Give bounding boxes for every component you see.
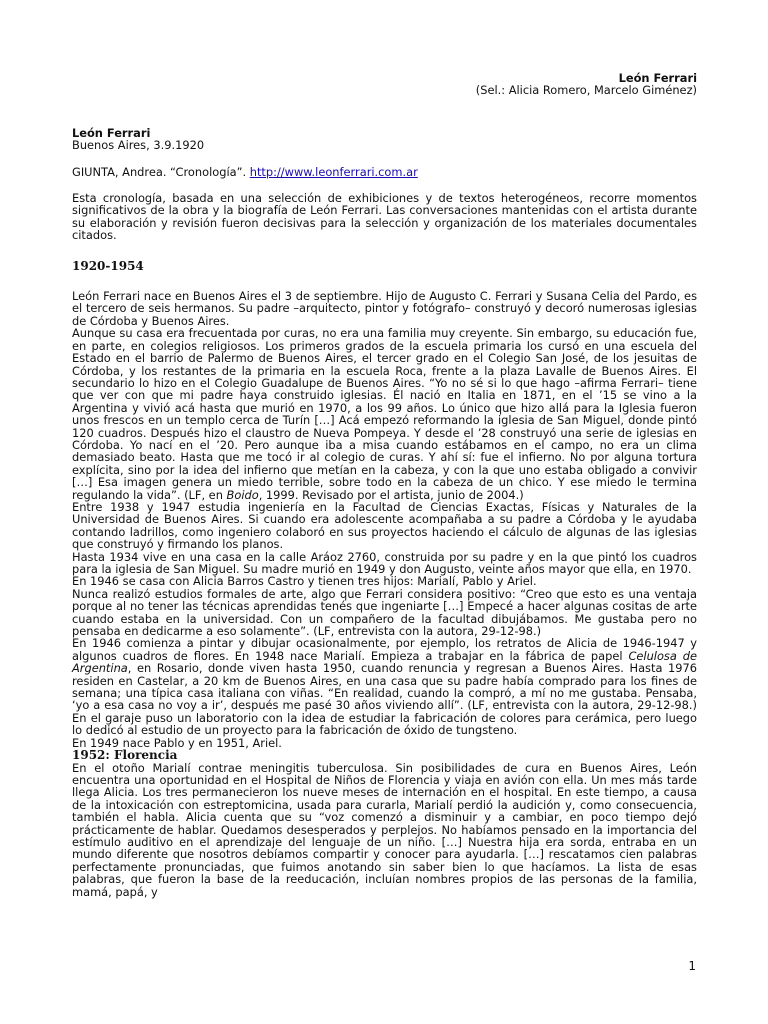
intro-birth: Buenos Aires, 3.9.1920	[72, 138, 205, 153]
paragraph: En el otoño Marialí contrae meningitis tuberculosa. Sin posibilidades de cura en Buenos Aires, León encuentra una oportunidad en el Hospital de Niños de Florencia y viaja en avión con ella. Un mes más tarde llega Alicia. Los tres permanecieron los nueve meses de internación en el hospital. En este tiempo, a causa de la intoxicación con estreptomicina, usada para curarla, Marialí perdió la audición y, como consecuencia, también el habla. Alicia cuenta que su “voz comenzó a disminuir y a cambiar, en poco tiempo dejó prácticamente de hablar. Quedamos desesperados y perplejos. No habíamos pensado en la importancia del estímulo auditivo en el aprendizaje del lenguaje de un niño. […] Nuestra hija era sorda, entraba en un mundo diferente que nosotros debíamos compartir y conocer para ayudarla. […] rescatamos cien palabras perfectamente pronunciadas, que fuimos anotando sin saber bien lo que hacíamos. La lista de esas palabras, que fueron la base de la reeducación, incluían nombres propios de las personas de la familia, mamá, papá, y	[72, 760, 697, 899]
document-header	[72, 72, 697, 97]
italic-title: Boido	[226, 487, 259, 502]
intro-source-text: GIUNTA, Andrea. “Cronología”.	[72, 164, 250, 179]
header-selection-credit: (Sel.: Alicia Romero, Marcelo Giménez)	[475, 83, 697, 98]
intro-abstract: Esta cronología, basada en una selección de exhibiciones y de textos heterogéneos, recorre momentos significativos de la obra y la biografía de León Ferrari. Las conversaciones mantenidas con el artista durante su elaboración y revisión fueron decisivas para la selección y organización de los materiales documentales citados.	[72, 191, 697, 243]
section-body-1952	[72, 762, 697, 898]
paragraph	[72, 637, 697, 736]
section-heading-1952-florencia: 1952: Florencia	[72, 748, 178, 763]
section-heading-1920-1954: 1920-1954	[72, 258, 144, 273]
paragraph: En 1949 nace Pablo y en 1951, Ariel.	[72, 735, 282, 750]
paragraph: Hasta 1934 vive en una casa en la calle Aráoz 2760, construida por su padre y en la que pintó los cuadros para la iglesia de San Miguel. Su madre murió en 1949 y don Augusto, veinte años mayor que ella, en 1970.	[72, 549, 697, 576]
document-page	[72, 72, 697, 898]
paragraph-text: , en Rosario, donde viven hasta 1950, cuando renuncia y regresan a Buenos Aires. Hasta 1976 residen en Castelar, a 20 km de Buenos Aires, en una casa que su padre había comprado para los fines de semana; una típica casa italiana con viñas. “En realidad, cuando la compró, a mí no me gustaba. Pensaba, ‘yo a esa casa no voy a ir’, después me pasé 30 años viviendo allí”. (LF, entrevista con la autora, 29-12-98.) En el garaje puso un laboratorio con la idea de estudiar la fabricación de colores para cerámica, pero luego lo dedicó al estudio de un proyecto para la fabricación de óxido de tungsteno.	[72, 661, 697, 738]
intro-block	[72, 127, 697, 242]
intro-source	[72, 166, 697, 178]
paragraph: León Ferrari nace en Buenos Aires el 3 de septiembre. Hijo de Augusto C. Ferrari y Susana Celia del Pardo, es el tercero de seis hermanos. Su padre –arquitecto, pintor y fotógrafo– construyó y decoró numerosas iglesias de Córdoba y Buenos Aires.	[72, 289, 697, 328]
source-link[interactable]: http://www.leonferrari.com.ar	[249, 164, 418, 179]
header-author-name: León Ferrari	[618, 71, 697, 85]
intro-title: León Ferrari	[72, 125, 151, 140]
section-body-1920-1954	[72, 290, 697, 749]
paragraph: Nunca realizó estudios formales de arte, algo que Ferrari considera positivo: “Creo que esto es una ventaja porque al no tener las técnicas aprendidas tenés que ingeniarte […] Empecé a hacer algunas cositas de arte cuando estaba en la universidad. Con un compañero de la facultad dibujábamos. Me gustaba pero no pensaba en dedicarme a eso solamente”. (LF, entrevista con la autora, 29-12-98.)	[72, 586, 697, 639]
paragraph-text: Aunque su casa era frecuentada por curas, no era una familia muy creyente. Sin embargo, su educación fue, en parte, en colegios religiosos. Los primeros grados de la escuela primaria los cursó en una escuela del Estado en el barrio de Palermo de Buenos Aires, el tercer grado en el Colegio San José, de los jesuitas de Córdoba, y los restantes de la primaria en la escuela Roca, frente a la plaza Lavalle de Buenos Aires. El secundario lo hizo en el Colegio Guadalupe de Buenos Aires. “Yo no sé si lo que hago –afirma Ferrari– tiene que ver con que mi padre haya construido iglesias. Él nació en Italia en 1871, en el ’15 se vino a la Argentina y vivió acá hasta que murió en 1970, a los 99 años. Lo único que hizo allá para la Iglesia fueron unos frescos en un templo cerca de Turín […] Acá empezó reformando la iglesia de San Miguel, donde pintó 120 cuadros. Después hizo el claustro de Nueva Pompeya. Y desde el ’28 construyó una serie de iglesias en Córdoba. Yo nací en el ’20. Pero aunque iba a misa cuando estábamos en el campo, no era un clima demasiado beato. Hasta que me tocó ir al colegio de curas. Y ahí sí: fue el infierno. No por alguna tortura explícita, sino por la idea del infierno que metían en la cabeza, y con la que uno estaba obligado a convivir […] Esa imagen genera un miedo terrible, sobre todo en la cabeza de un chico. Y ese miedo le termina regulando la vida”. (LF, en	[72, 326, 697, 502]
italic-title: Celulosa de Argentina	[72, 648, 697, 676]
paragraph: En 1946 se casa con Alicia Barros Castro y tienen tres hijos: Marialí, Pablo y Ariel.	[72, 574, 537, 589]
paragraph-text: En 1946 comienza a pintar y dibujar ocasionalmente, por ejemplo, los retratos de Alicia de 1946-1947 y algunos cuadros de flores. En 1948 nace Marialí. Empieza a trabajar en la fábrica de papel	[72, 636, 697, 663]
paragraph: Entre 1938 y 1947 estudia ingeniería en la Facultad de Ciencias Exactas, Físicas y Naturales de la Universidad de Buenos Aires. Si cuando era adolescente acompañaba a su padre a Córdoba y le ayudaba contando ladrillos, como ingeniero colaboró en sus proyectos haciendo el cálculo de algunas de las iglesias que construyó y firmando los planos.	[72, 499, 697, 552]
paragraph-text: , 1999. Revisado por el artista, junio de 2004.)	[258, 487, 524, 502]
page-number: 1	[688, 959, 696, 973]
paragraph	[72, 327, 697, 501]
